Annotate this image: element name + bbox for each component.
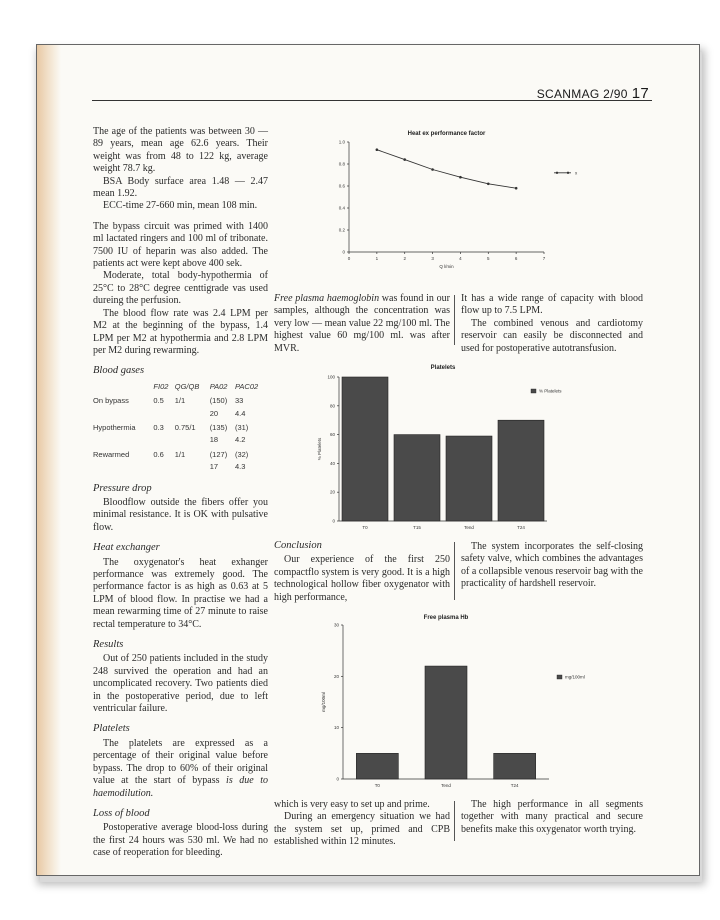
- data-point: [376, 148, 379, 151]
- y-tick-label: 0: [336, 776, 339, 782]
- free-plasma-hb-chart: [299, 611, 609, 791]
- legend-marker: [556, 172, 558, 174]
- y-tick-label: 20: [333, 673, 339, 679]
- bar: [498, 420, 544, 521]
- x-tick-label: 1: [375, 256, 379, 261]
- x-tick-label: 5: [487, 256, 490, 261]
- bypass-paragraph: The bypass circuit was primed with 1400 ml lactated ringers and 100 ml of tribonate. 7500 IU of heparin was also added. The patients act were kept above 400 sek.: [93, 220, 268, 270]
- col-pac02: PAC02: [234, 381, 259, 391]
- blood-loss-heading: Loss of blood: [93, 807, 150, 819]
- col-pa02: PA02: [209, 381, 228, 391]
- y-tick-label: 30: [333, 622, 339, 628]
- bar: [356, 753, 398, 779]
- bar: [446, 436, 492, 521]
- platelets-text: [93, 738, 268, 800]
- hypothermia-paragraph: Moderate, total body-hypothermia of 25°C to 28°C degree centtigrade vas used dureing the perfusion.: [93, 270, 268, 307]
- left-column: [93, 126, 268, 860]
- patients-paragraph: The age of the patients was between 30 — 89 years, mean age 62.6 years. Their weight was from 48 to 122 kg, average weight 78.7 kg.: [93, 126, 268, 175]
- table-row: [93, 394, 268, 421]
- page-edge-tint: [37, 45, 61, 875]
- cell-pac02: (32) 4.3: [234, 449, 249, 472]
- hb-text: was found in our samples, although the concentration was very low — mean value 22 mg/100 ml. The highest value 60 mg/100 ml. was after MVR.: [274, 293, 450, 354]
- bottom-right-text: [461, 799, 643, 836]
- closing-text: The high performance in all segments together with many practical and secure benefits make this oxygenator worth trying.: [461, 799, 643, 835]
- legend-label: x: [575, 170, 578, 176]
- platelets-heading: Platelets: [93, 723, 130, 735]
- x-tick-label: 4: [459, 256, 462, 261]
- bsa-paragraph: BSA Body surface area 1.48 — 2.47 mean 1.92.: [93, 175, 268, 200]
- column-divider: [454, 801, 455, 841]
- y-tick-label: 0.4: [338, 205, 345, 211]
- emergency-text: During an emergency situation we had the system set up, primed and CPB established within 12 minutes.: [274, 811, 450, 848]
- x-tick-label: T24: [510, 783, 519, 788]
- row-label: Hypothermia: [93, 422, 136, 432]
- row-label: Rewarmed: [93, 449, 130, 459]
- y-axis-label: % Platelets: [317, 437, 322, 461]
- setup-text: which is very easy to set up and prime.: [274, 799, 430, 810]
- results-heading: Results: [93, 639, 124, 651]
- legend-swatch: [531, 389, 536, 393]
- cell-fi02: 0.6: [153, 449, 164, 459]
- legend-swatch: [557, 675, 562, 679]
- cell-pa02: (135) 18: [209, 422, 228, 445]
- heat-exchanger-svg: [329, 127, 579, 277]
- y-tick-label: 80: [329, 403, 335, 409]
- bar: [394, 435, 440, 521]
- bar: [342, 377, 388, 521]
- heat-exchanger-chart: [329, 127, 579, 277]
- cell-pac02: (31) 4.2: [234, 422, 249, 445]
- legend-label: % Platelets: [539, 388, 562, 394]
- blood-gases-table: [93, 380, 268, 475]
- x-tick-label: T0: [374, 783, 380, 788]
- journal-name: SCANMAG 2/90: [536, 87, 628, 101]
- y-tick-label: 40: [329, 460, 335, 466]
- x-tick-label: 2: [403, 256, 406, 261]
- pressure-drop-heading: Pressure drop: [93, 482, 152, 494]
- data-point: [459, 176, 462, 179]
- hb-text-left: [274, 293, 450, 355]
- cell-pac02: 33 4.4: [234, 396, 246, 418]
- platelets-chart: [299, 361, 629, 533]
- x-tick-label: T24: [517, 525, 525, 530]
- legend-label: mg/100ml: [565, 674, 585, 680]
- conclusion-right: [461, 541, 643, 591]
- y-tick-label: 100: [327, 374, 335, 380]
- magazine-page: [36, 44, 700, 876]
- y-tick-label: 20: [329, 489, 335, 495]
- heat-exchanger-heading: Heat exchanger: [93, 542, 160, 554]
- cell-fi02: 0.5: [153, 396, 164, 406]
- cell-qgqb: 0.75/1: [174, 422, 196, 432]
- data-point: [403, 158, 406, 161]
- bar: [425, 666, 467, 779]
- page-number: 17: [631, 85, 649, 102]
- y-tick-label: 0: [332, 518, 335, 524]
- y-tick-label: 10: [333, 725, 339, 731]
- blood-loss-text: Postoperative average blood-loss during the first 24 hours was 530 ml. We had no case of reoperation for bleeding.: [93, 822, 268, 859]
- heat-exchanger-text: The oxygenator's heat exhanger performance was extremely good. The performance factor is as high as 0.63 at 5 LPM of blood flow. In practise we had a mean rewarming time of 27 minute to raise rectal temperature to 34°C.: [93, 556, 268, 630]
- hb-italic: Free plasma haemoglobin: [274, 293, 380, 304]
- table-row: [93, 448, 268, 475]
- reservoir-text: The combined venous and cardiotomy reservoir can easily be disconnected and used for postoperative autotransfusion.: [461, 317, 643, 354]
- conclusion-heading: Conclusion: [274, 540, 322, 551]
- x-tick-label: Tend: [464, 525, 474, 530]
- y-tick-label: 0.2: [338, 227, 345, 233]
- y-tick-label: 0.6: [338, 183, 345, 189]
- cell-qgqb: 1/1: [174, 449, 186, 459]
- data-point: [515, 187, 518, 190]
- bar: [494, 753, 536, 779]
- platelets-text-main: The platelets are expressed as a percentage of their original value before bypass. The drop to 60% of their original value at the start of bypass: [93, 737, 268, 787]
- row-label: On bypass: [93, 396, 129, 406]
- bottom-left-text: [274, 799, 450, 849]
- col-fi02: FI02: [153, 381, 169, 391]
- x-tick-label: 7: [542, 256, 546, 261]
- column-divider: [454, 542, 455, 600]
- x-tick-label: 0: [347, 256, 351, 261]
- y-tick-label: 60: [329, 432, 335, 438]
- cell-pa02: (150) 20: [209, 396, 228, 418]
- table-row: [93, 421, 268, 448]
- pressure-drop-text: Bloodflow outside the fibers offer you minimal resistance. It is OK with pulsative flow.: [93, 496, 268, 533]
- hb-text-right: [461, 293, 643, 355]
- results-text: Out of 250 patients included in the study 248 survived the operation and had an uncomplicated recovery. Two patients died in the postoperative period, due to left ventricular failure.: [93, 653, 268, 715]
- y-tick-label: 1.0: [338, 139, 345, 145]
- data-point: [487, 183, 490, 186]
- flow-paragraph: The blood flow rate was 2.4 LPM per M2 at the beginning of the bypass, 1.4 LPM per M2 at hypothermia and 2.8 LPM per M2 during rewarming.: [93, 307, 268, 356]
- chart-title: Free plasma Hb: [423, 615, 469, 621]
- header-rule: [92, 100, 652, 101]
- free-plasma-hb-svg: [299, 611, 609, 791]
- series-line: [377, 150, 516, 189]
- y-tick-label: 0.8: [338, 161, 345, 167]
- x-tick-label: 3: [431, 256, 434, 261]
- ecc-paragraph: ECC-time 27-660 min, mean 108 min.: [103, 200, 258, 212]
- capacity-text: It has a wide range of capacity with blood flow up to 7.5 LPM.: [461, 293, 643, 317]
- col-qgqb: QG/QB: [174, 381, 200, 391]
- y-axis-label: mg/100ml: [321, 692, 326, 712]
- conclusion-text: Our experience of the first 250 compactflo system is very good. It is a high technological hollow fiber oxygenator with high performance,: [274, 554, 450, 603]
- conclusion-left: [274, 540, 450, 604]
- y-tick-label: 0: [342, 249, 345, 255]
- x-axis-label: Q l/min: [439, 264, 454, 269]
- x-tick-label: Tend: [441, 783, 451, 788]
- column-divider: [454, 295, 455, 345]
- cell-pa02: (127) 17: [209, 449, 228, 472]
- cell-fi02: 0.3: [153, 422, 164, 432]
- x-tick-label: T0: [362, 525, 368, 530]
- chart-title: Platelets: [430, 365, 456, 371]
- platelets-text-italic: is due to haemodilution.: [93, 775, 268, 799]
- platelets-svg: [299, 361, 629, 533]
- blood-gases-heading: Blood gases: [93, 365, 145, 377]
- legend-marker: [567, 172, 569, 174]
- data-point: [431, 168, 434, 171]
- x-tick-label: T15: [413, 525, 421, 530]
- cell-qgqb: 1/1: [174, 396, 186, 406]
- x-tick-label: 6: [514, 256, 518, 261]
- system-text: The system incorporates the self-closing safety valve, which combines the advantages of a collapsible venous reservoir bag with the practicality of hardshell reservoir.: [461, 541, 643, 590]
- chart-title: Heat ex performance factor: [407, 131, 486, 137]
